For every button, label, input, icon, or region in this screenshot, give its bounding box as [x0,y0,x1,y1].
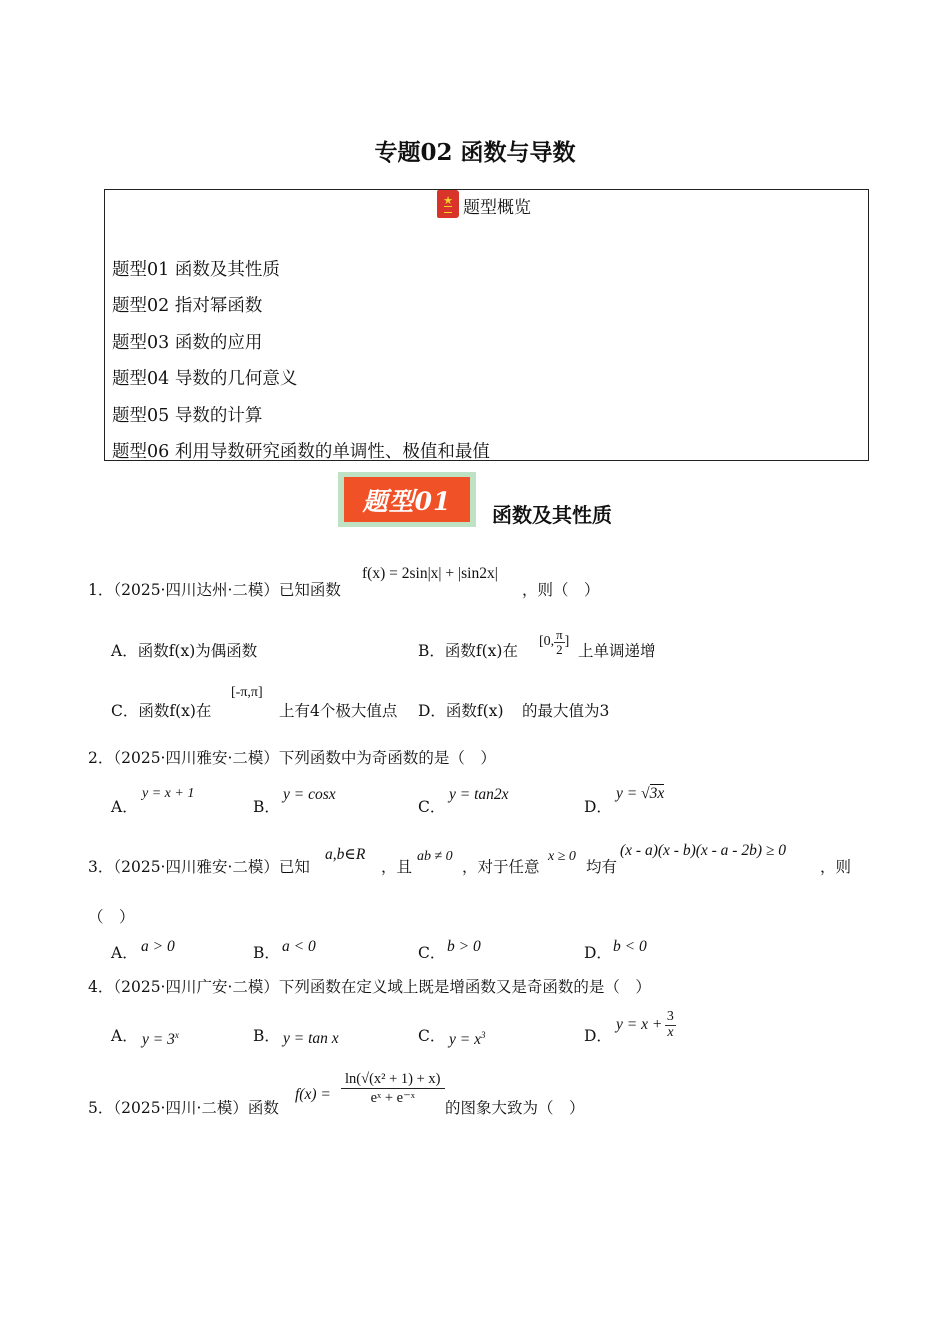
q3-cond3: x ≥ 0 [548,849,576,864]
fraction-denominator: x [667,1024,674,1040]
q4-option-a[interactable] [142,1030,179,1049]
overview-item[interactable]: 题型05 导数的计算 [112,406,263,426]
q4-option-d[interactable] [616,1010,676,1040]
q3-option-c-label[interactable]: C． [418,944,446,962]
section-badge [338,472,476,527]
q4-option-a-label[interactable]: A． [111,1027,138,1045]
q5-numerator: ln(√(x² + 1) + x) [345,1071,441,1087]
q3-cond2: ab ≠ 0 [417,849,453,864]
fraction-denominator: 2 [556,641,563,657]
book-icon: ★ [437,190,459,218]
q2-option-c[interactable]: y = tan2x [449,786,509,803]
overview-item[interactable]: 题型06 利用导数研究函数的单调性、极值和最值 [112,442,490,462]
q1-option-a[interactable]: A．函数f(x)为偶函数 [111,642,258,660]
q5-lhs: f(x) = [295,1086,331,1103]
q4-option-d-fraction [665,1010,675,1040]
overview-heading [437,190,531,218]
q5-stem-prefix: 5．（2025·四川·二模）函数 [88,1099,279,1117]
q1-option-d-text2: 的最大值为3 [522,702,610,720]
q2-option-a-label[interactable]: A． [111,798,138,816]
q1-option-b-close: ] [564,634,570,650]
q3-mid3: 均有 [586,858,618,876]
q3-cond1: a,b∈R [325,846,366,863]
q3-end: ，则 [820,858,852,876]
q3-option-d[interactable]: b < 0 [613,938,647,955]
q3-option-a-label[interactable]: A． [111,944,138,962]
q1-option-c-interval: [-π,π] [231,685,263,700]
overview-item[interactable]: 题型02 指对幂函数 [112,296,263,316]
q2-option-d[interactable] [616,785,664,803]
q3-paren: （ ） [88,908,135,926]
q1-option-b[interactable] [418,639,518,661]
q4-option-c-base: y = x [449,1031,481,1049]
q4-option-d-prefix: y = x + [616,1016,663,1034]
q1-option-b-open: [0, [539,634,555,650]
page-title: 专题02 函数与导数 [374,139,576,166]
q2-option-b-label[interactable]: B． [253,798,280,816]
q4-option-c-label[interactable]: C． [418,1027,446,1045]
q5-fraction [343,1070,443,1107]
q3-option-d-label[interactable]: D． [584,944,612,962]
q4-stem: 4．（2025·四川广安·二模）下列函数在定义域上既是增函数又是奇函数的是（ ） [88,978,651,996]
q4-option-a-exp: x [174,1030,179,1040]
q2-stem: 2．（2025·四川雅安·二模）下列函数中为奇函数的是（ ） [88,749,496,767]
q3-inequality: (x - a)(x - b)(x - a - 2b) ≥ 0 [620,842,787,859]
q1-formula: f(x) = 2sin|x| + |sin2x| [362,565,498,582]
q1-option-d[interactable] [418,699,504,721]
overview-item[interactable]: 题型04 导数的几何意义 [112,369,298,389]
q1-stem-suffix: ，则（ ） [522,581,600,599]
overview-item[interactable]: 题型01 函数及其性质 [112,260,280,280]
q5-stem-suffix: 的图象大致为（ ） [445,1099,585,1117]
q2-option-b[interactable]: y = cosx [283,786,336,803]
fraction-numerator: π [556,627,563,642]
q4-option-b-label[interactable]: B． [253,1027,280,1045]
sqrt-sign: √ [641,785,650,802]
q4-option-d-label[interactable]: D． [584,1027,612,1045]
section-badge-label: 题型01 [344,477,470,522]
overview-item[interactable]: 题型03 函数的应用 [112,333,263,353]
fraction-numerator: 3 [666,1009,674,1024]
q1-option-c-text: C．函数f(x)在 [111,702,212,720]
q1-option-b-text2: 上单调递增 [578,642,656,660]
q3-option-b-label[interactable]: B． [253,944,280,962]
q3-option-a[interactable]: a > 0 [141,938,175,955]
q2-option-d-radicand: 3x [649,785,665,802]
q1-option-d-text: D．函数f(x) [418,702,504,720]
q3-stem-prefix: 3．（2025·四川雅安·二模）已知 [88,858,310,876]
q1-option-b-fraction [554,628,565,656]
q4-option-c-exp: 3 [480,1030,486,1040]
overview-heading-label: 题型概览 [463,198,531,218]
q2-option-d-prefix: y = [616,785,642,802]
q1-option-b-interval [539,628,569,656]
q1-stem-prefix: 1．（2025·四川达州·二模）已知函数 [88,581,341,599]
q3-option-b[interactable]: a < 0 [282,938,316,955]
q2-option-d-label[interactable]: D． [584,798,612,816]
q4-option-b[interactable]: y = tan x [283,1030,339,1047]
q2-option-a[interactable]: y = x + 1 [142,786,195,801]
q3-option-c[interactable]: b > 0 [447,938,481,955]
section-title: 函数及其性质 [492,503,612,527]
q1-option-c[interactable] [111,699,211,721]
q1-option-b-text: B．函数f(x)在 [418,642,518,660]
q3-mid1: ，且 [381,858,413,876]
q3-mid2: ，对于任意 [462,858,540,876]
q4-option-c[interactable] [449,1030,485,1049]
q4-option-a-base: y = 3 [142,1031,175,1049]
q1-option-c-text2: 上有4个极大值点 [279,702,398,720]
q2-option-c-label[interactable]: C． [418,798,446,816]
q5-denominator: eˣ + e⁻ˣ [341,1088,445,1107]
